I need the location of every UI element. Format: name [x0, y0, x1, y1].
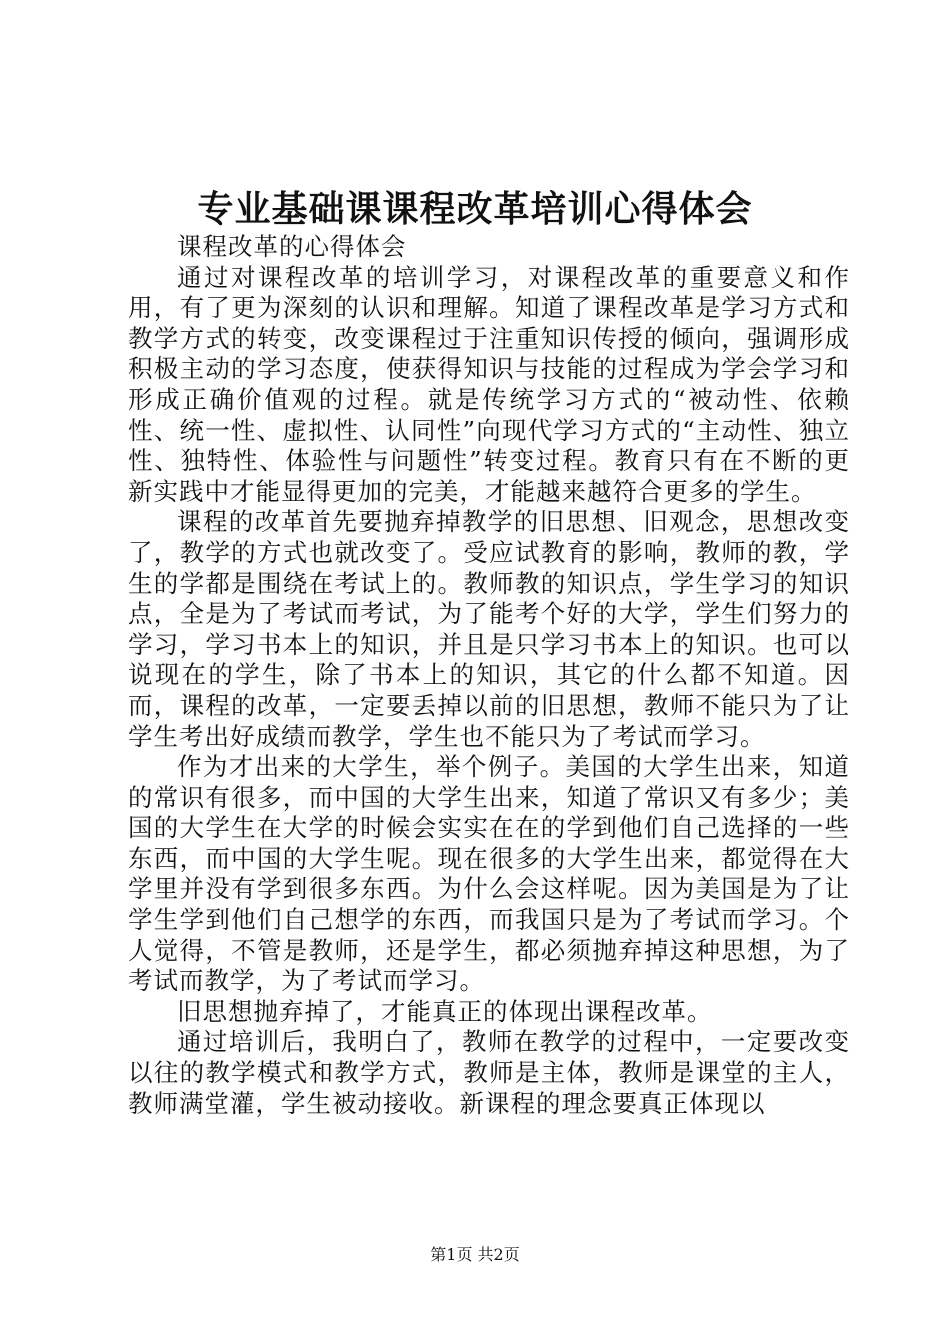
- paragraph-1: 通过对课程改革的培训学习，对课程改革的重要意义和作用，有了更为深刻的认识和理解。知道了课程改革是学习方式和教学方式的转变，改变课程过于注重知识传授的倾向，强调形成积极主动的学习态度，使获得知识与技能的过程成为学会学习和形成正确价值观的过程。就是传统学习方式的“被动性、依赖性、统一性、虚拟性、认同性”向现代学习方式的“主动性、独立性、独特性、体验性与问题性”转变过程。教育只有在不断的更新实践中才能显得更加的完美，才能越来越符合更多的学生。: [128, 262, 850, 506]
- paragraph-2: 课程的改革首先要抛弃掉教学的旧思想、旧观念，思想改变了，教学的方式也就改变了。受应试教育的影响，教师的教，学生的学都是围绕在考试上的。教师教的知识点，学生学习的知识点，全是为了考试而考试，为了能考个好的大学，学生们努力的学习，学习书本上的知识，并且是只学习书本上的知识。也可以说现在的学生，除了书本上的知识，其它的什么都不知道。因而，课程的改革，一定要丢掉以前的旧思想，教师不能只为了让学生考出好成绩而教学，学生也不能只为了考试而学习。: [128, 507, 850, 751]
- document-body: [128, 232, 850, 1119]
- paragraph-4: 旧思想抛弃掉了，才能真正的体现出课程改革。: [177, 996, 713, 1026]
- paragraph-3: 作为才出来的大学生，举个例子。美国的大学生出来，知道的常识有很多，而中国的大学生出来，知道了常识又有多少；美国的大学生在大学的时候会实实在在的学到他们自己选择的一些东西，而中国的大学生呢。现在很多的大学生出来，都觉得在大学里并没有学到很多东西。为什么会这样呢。因为美国是为了让学生学到他们自己想学的东西，而我国只是为了考试而学习。个人觉得，不管是教师，还是学生，都必须抛弃掉这种思想，为了考试而教学，为了考试而学习。: [128, 752, 850, 996]
- section-heading: 课程改革的心得体会: [177, 232, 407, 261]
- paragraph-5: 通过培训后，我明白了，教师在教学的过程中，一定要改变以往的教学模式和教学方式，教师是主体，教师是课堂的主人，教师满堂灌，学生被动接收。新课程的理念要真正体现以: [128, 1027, 850, 1118]
- page-number: 第1页 共2页: [430, 1245, 520, 1264]
- document-title: 专业基础课课程改革培训心得体会: [197, 188, 753, 230]
